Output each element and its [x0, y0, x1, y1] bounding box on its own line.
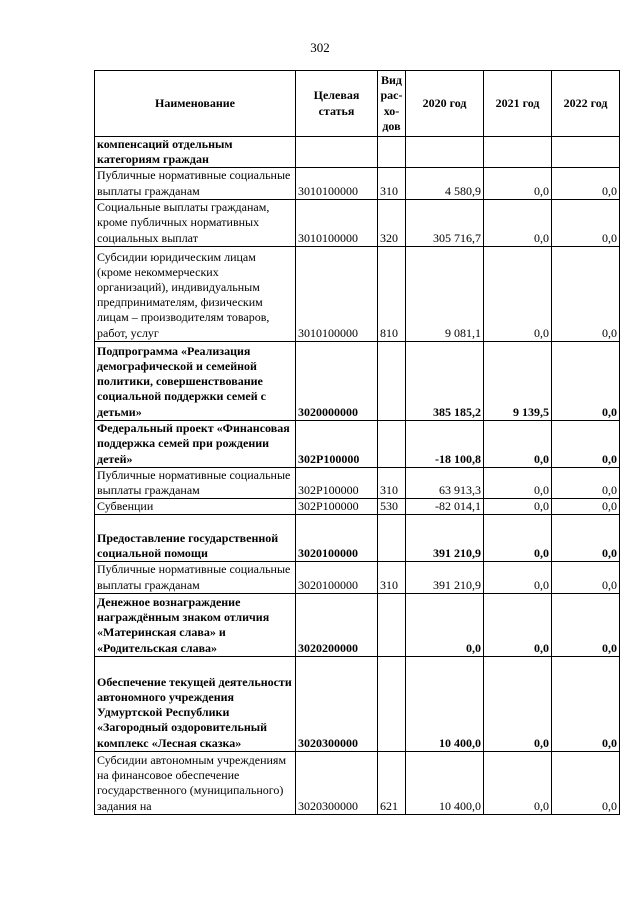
table-row — [95, 137, 620, 168]
row-value-2020: 9 081,1 — [406, 246, 484, 341]
row-value-2022: 0,0 — [552, 246, 620, 341]
row-value-2021 — [484, 137, 552, 168]
row-target-article: 302P100000 — [296, 499, 378, 515]
row-name: Федеральный проект «Финансовая поддержка семей при рождении детей» — [95, 420, 296, 467]
row-expense-type — [378, 515, 406, 562]
row-target-article: 3010100000 — [296, 199, 378, 246]
row-value-2022: 0,0 — [552, 499, 620, 515]
row-value-2022: 0,0 — [552, 751, 620, 814]
budget-table — [94, 70, 620, 815]
row-target-article: 3020300000 — [296, 656, 378, 751]
row-value-2021: 0,0 — [484, 751, 552, 814]
row-value-2021: 0,0 — [484, 246, 552, 341]
row-value-2021: 0,0 — [484, 593, 552, 656]
table-row — [95, 420, 620, 467]
row-value-2022: 0,0 — [552, 656, 620, 751]
table-row — [95, 562, 620, 593]
row-value-2021: 0,0 — [484, 515, 552, 562]
row-name: Предоставление государственной социальной помощи — [95, 515, 296, 562]
row-value-2022: 0,0 — [552, 341, 620, 420]
row-value-2020: 391 210,9 — [406, 562, 484, 593]
table-row — [95, 751, 620, 814]
row-target-article: 302P100000 — [296, 420, 378, 467]
row-value-2022 — [552, 137, 620, 168]
table-row — [95, 199, 620, 246]
row-value-2020: -82 014,1 — [406, 499, 484, 515]
table-row — [95, 341, 620, 420]
row-value-2021: 0,0 — [484, 199, 552, 246]
table-row — [95, 246, 620, 341]
row-value-2021: 0,0 — [484, 420, 552, 467]
row-expense-type: 310 — [378, 562, 406, 593]
row-value-2020: 10 400,0 — [406, 656, 484, 751]
row-value-2021: 0,0 — [484, 499, 552, 515]
row-expense-type — [378, 420, 406, 467]
row-value-2021: 0,0 — [484, 656, 552, 751]
table-row — [95, 593, 620, 656]
row-target-article: 3020200000 — [296, 593, 378, 656]
row-value-2020: 385 185,2 — [406, 341, 484, 420]
row-value-2020: -18 100,8 — [406, 420, 484, 467]
table-row — [95, 467, 620, 498]
row-expense-type — [378, 656, 406, 751]
row-name: Подпрограмма «Реализация демографической и семейной политики, совершенствование социальной поддержки семей с детьми» — [95, 341, 296, 420]
row-expense-type: 621 — [378, 751, 406, 814]
row-value-2022: 0,0 — [552, 515, 620, 562]
row-name: компенсаций отдельным категориям граждан — [95, 137, 296, 168]
row-name: Субсидии автономным учреждениям на финансовое обеспечение государственного (муниципального) задания на — [95, 751, 296, 814]
row-name: Публичные нормативные социальные выплаты гражданам — [95, 168, 296, 199]
row-expense-type: 310 — [378, 168, 406, 199]
row-value-2020: 10 400,0 — [406, 751, 484, 814]
table-row — [95, 499, 620, 515]
row-value-2022: 0,0 — [552, 562, 620, 593]
row-name: Субвенции — [95, 499, 296, 515]
row-name: Денежное вознаграждение награждённым знаком отличия «Материнская слава» и «Родительская слава» — [95, 593, 296, 656]
row-name: Субсидии юридическим лицам (кроме некоммерческих организаций), индивидуальным предпринимателям, физическим лицам – производителям товаров, работ, услуг — [95, 246, 296, 341]
row-value-2022: 0,0 — [552, 168, 620, 199]
row-expense-type: 310 — [378, 467, 406, 498]
row-target-article: 3020100000 — [296, 562, 378, 593]
row-target-article: 3020100000 — [296, 515, 378, 562]
row-value-2022: 0,0 — [552, 467, 620, 498]
row-value-2022: 0,0 — [552, 420, 620, 467]
table-row — [95, 168, 620, 199]
row-value-2020: 63 913,3 — [406, 467, 484, 498]
row-target-article: 3010100000 — [296, 168, 378, 199]
row-name: Социальные выплаты гражданам, кроме публичных нормативных социальных выплат — [95, 199, 296, 246]
row-target-article: 3010100000 — [296, 246, 378, 341]
row-value-2021: 9 139,5 — [484, 341, 552, 420]
row-name: Обеспечение текущей деятельности автономного учреждения Удмуртской Республики «Загородный оздоровительный комплекс «Лесная сказка» — [95, 656, 296, 751]
row-value-2020: 4 580,9 — [406, 168, 484, 199]
header-year-2021: 2021 год — [484, 71, 552, 137]
header-year-2020: 2020 год — [406, 71, 484, 137]
row-value-2021: 0,0 — [484, 168, 552, 199]
header-expense-type: Вид рас-хо-дов — [378, 71, 406, 137]
row-name: Публичные нормативные социальные выплаты гражданам — [95, 562, 296, 593]
row-value-2022: 0,0 — [552, 593, 620, 656]
header-target-article: Целевая статья — [296, 71, 378, 137]
row-value-2022: 0,0 — [552, 199, 620, 246]
row-target-article: 302P100000 — [296, 467, 378, 498]
row-value-2020: 0,0 — [406, 593, 484, 656]
row-value-2021: 0,0 — [484, 562, 552, 593]
row-value-2020: 305 716,7 — [406, 199, 484, 246]
row-value-2020 — [406, 137, 484, 168]
row-target-article: 3020000000 — [296, 341, 378, 420]
table-row — [95, 656, 620, 751]
row-expense-type: 320 — [378, 199, 406, 246]
row-expense-type — [378, 341, 406, 420]
row-name: Публичные нормативные социальные выплаты гражданам — [95, 467, 296, 498]
row-target-article: 3020300000 — [296, 751, 378, 814]
page-number: 302 — [310, 40, 330, 55]
table-row — [95, 515, 620, 562]
header-year-2022: 2022 год — [552, 71, 620, 137]
header-name: Наименование — [95, 71, 296, 137]
table-header-row — [95, 71, 620, 137]
row-expense-type: 530 — [378, 499, 406, 515]
row-expense-type — [378, 137, 406, 168]
row-expense-type: 810 — [378, 246, 406, 341]
row-expense-type — [378, 593, 406, 656]
row-target-article — [296, 137, 378, 168]
row-value-2021: 0,0 — [484, 467, 552, 498]
row-value-2020: 391 210,9 — [406, 515, 484, 562]
